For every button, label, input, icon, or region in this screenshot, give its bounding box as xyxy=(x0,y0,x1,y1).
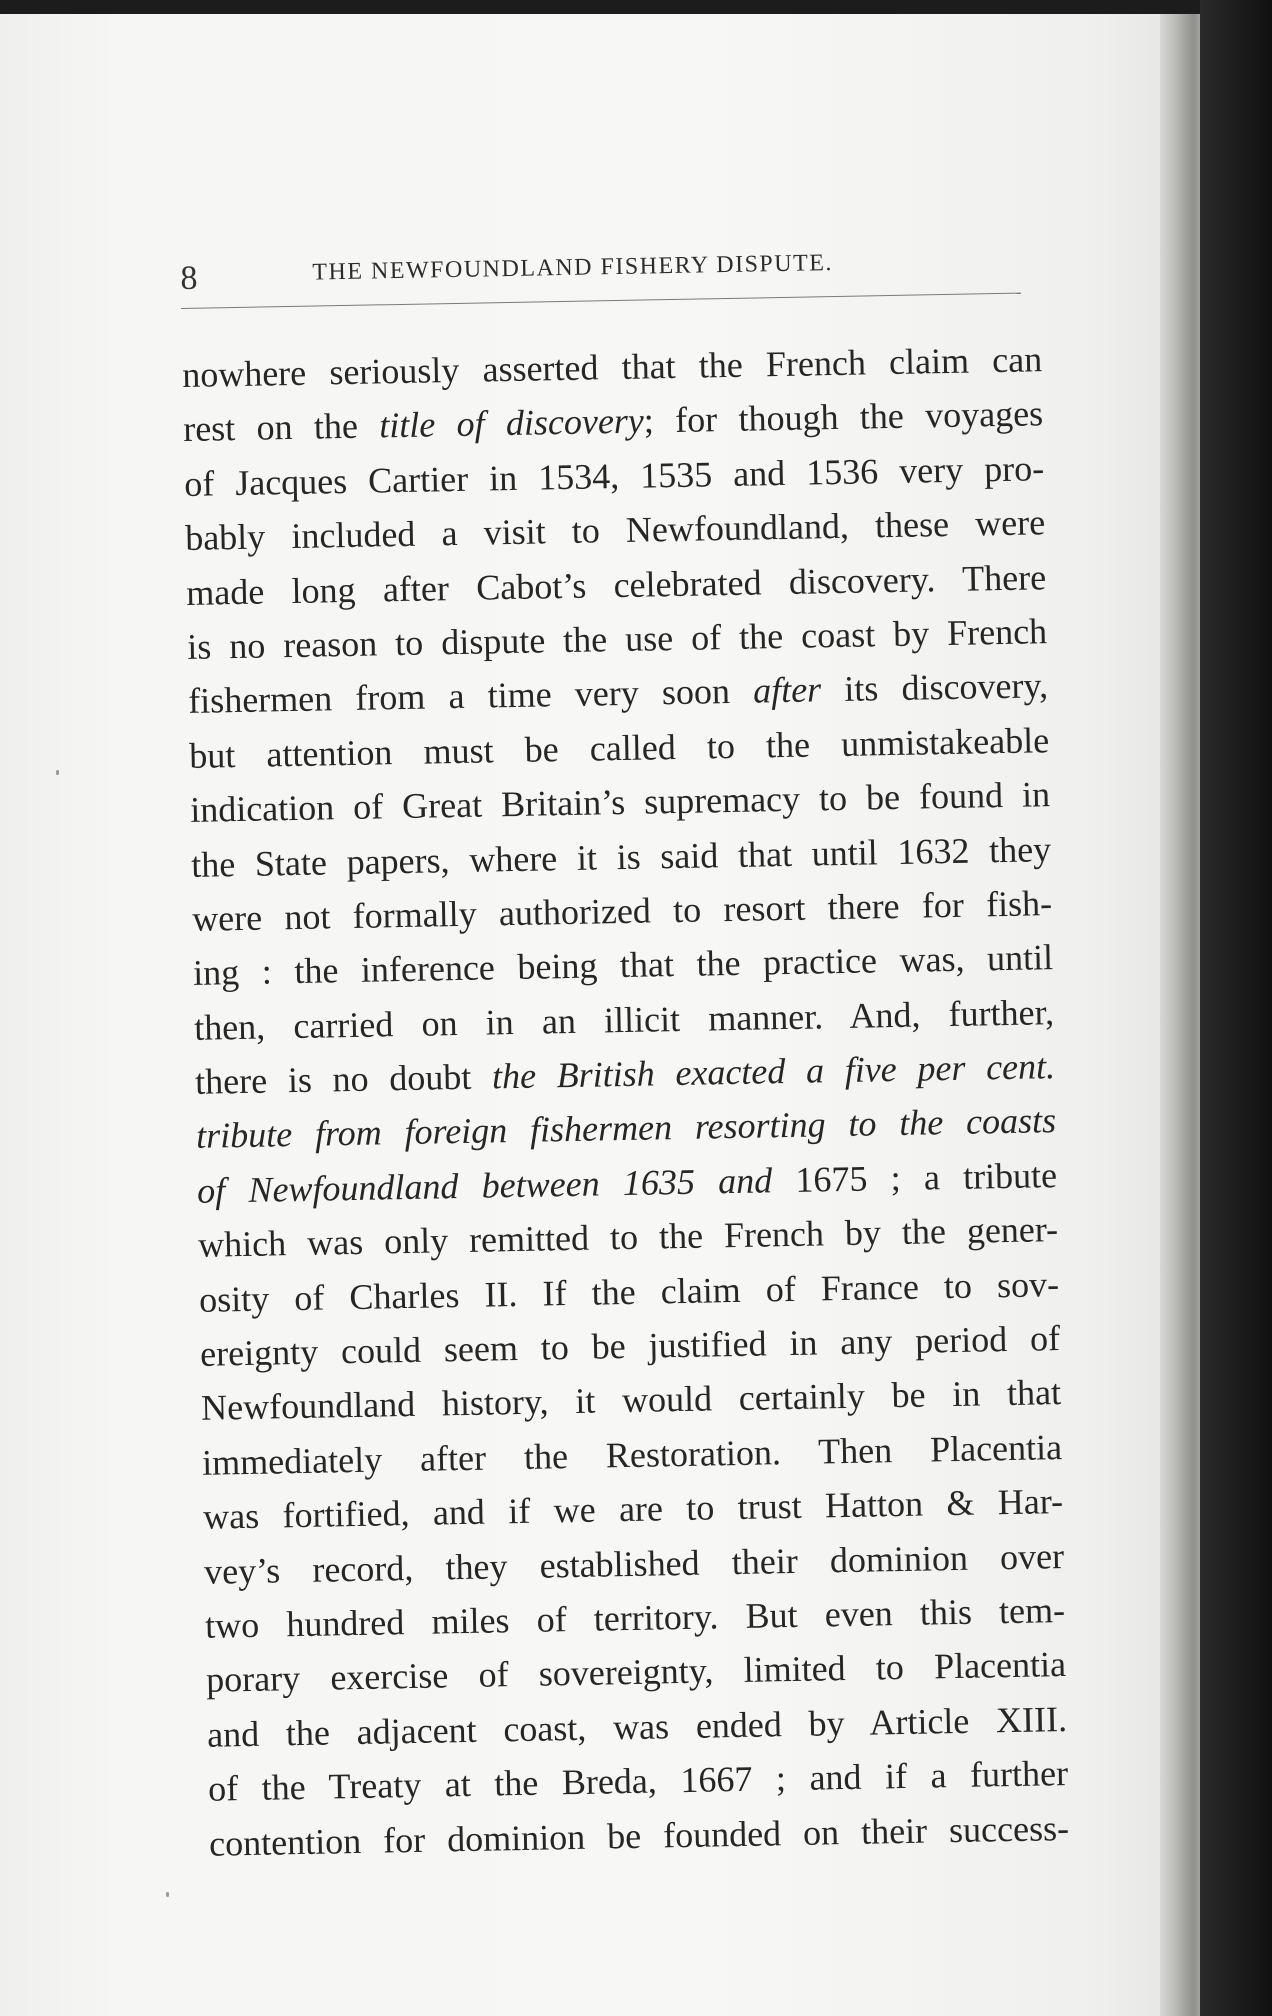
text-span: osity of Charles II. If the claim of France to sov- xyxy=(198,1263,1060,1320)
text-span: but attention must be called to the unmistakeable xyxy=(188,719,1050,776)
italic-text-span: tribute from foreign fishermen resorting to the coasts xyxy=(195,1100,1057,1157)
text-span: Newfoundland history, it would certainly be in that xyxy=(200,1372,1062,1429)
text-span: were not formally authorized to resort there for fish- xyxy=(191,883,1053,939)
text-span: then, carried on in an illicit manner. And, further, xyxy=(193,991,1055,1048)
text-span: of Jacques Cartier in 1534, 1535 and 1536 very pro- xyxy=(183,447,1045,504)
text-span: 1675 ; a tribute xyxy=(771,1154,1058,1201)
text-span: ereignty could seem to be justified in any period of xyxy=(199,1318,1061,1374)
text-span: its discovery, xyxy=(820,665,1049,710)
page-number: 8 xyxy=(180,259,198,297)
text-span: vey’s record, they established their dominion over xyxy=(203,1535,1065,1592)
text-span: indication of Great Britain’s supremacy to be found in xyxy=(189,774,1051,831)
italic-text-span: after xyxy=(752,669,822,711)
text-span: ing : the inference being that the practice was, until xyxy=(192,937,1054,994)
text-span: there is no doubt xyxy=(194,1056,493,1102)
text-span: contention for dominion be founded on their success- xyxy=(208,1807,1070,1864)
text-span: was fortified, and if we are to trust Hatton & Har- xyxy=(202,1481,1064,1537)
text-span: two hundred miles of territory. But even this tem- xyxy=(204,1589,1066,1646)
header-rule xyxy=(181,293,1021,309)
text-span: immediately after the Restoration. Then Placentia xyxy=(201,1426,1063,1483)
text-span: made long after Cabot’s celebrated discovery. There xyxy=(185,556,1047,613)
text-span: and the adjacent coast, was ended by Article XIII. xyxy=(206,1698,1068,1755)
page-content xyxy=(180,236,1100,1871)
text-span: of the Treaty at the Breda, 1667 ; and if a further xyxy=(207,1753,1069,1809)
text-span: rest on the xyxy=(182,405,380,450)
scan-speck xyxy=(166,1892,169,1897)
italic-text-span: the British exacted a five per cent. xyxy=(491,1046,1056,1097)
text-span: porary exercise of sovereignty, limited to Placentia xyxy=(205,1644,1067,1701)
book-edge xyxy=(1200,0,1272,2016)
text-span: nowhere seriously asserted that the French claim can xyxy=(181,339,1043,395)
text-span: is no reason to dispute the use of the coast by French xyxy=(186,611,1048,667)
italic-text-span: of Newfoundland between 1635 and xyxy=(196,1160,773,1211)
text-span: fishermen from a time very soon xyxy=(187,670,754,722)
text-span: bably included a visit to Newfoundland, these were xyxy=(184,502,1046,559)
running-head: THE NEWFOUNDLAND FISHERY DISPUTE. xyxy=(312,250,834,286)
scan-speck xyxy=(56,770,59,775)
text-span: the State papers, where it is said that until 1632 they xyxy=(190,828,1052,885)
italic-text-span: title of discovery xyxy=(378,400,645,446)
text-span: which was only remitted to the French by the gener- xyxy=(197,1209,1059,1266)
body-text xyxy=(182,332,1070,1870)
text-span: ; for though the voyages xyxy=(643,393,1044,441)
